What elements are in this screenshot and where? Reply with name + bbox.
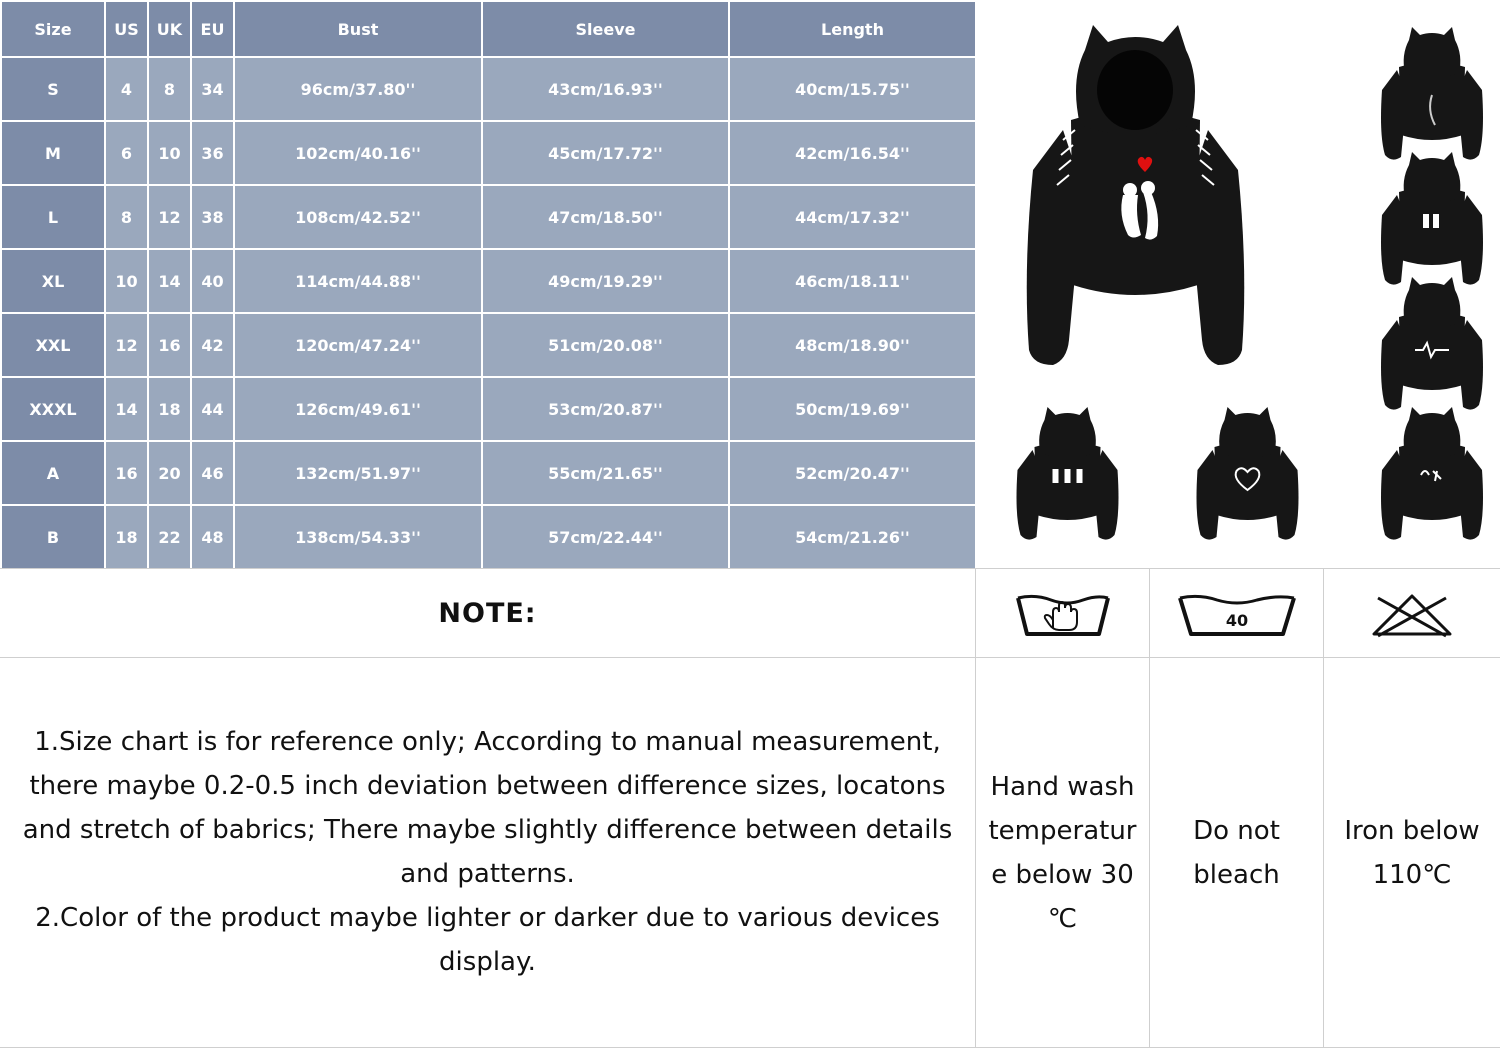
length-cell: 40cm/15.75'' <box>729 57 976 121</box>
us-cell: 10 <box>105 249 148 313</box>
header-uk: UK <box>148 1 191 57</box>
eu-cell: 34 <box>191 57 234 121</box>
table-row <box>1 121 976 185</box>
size-cell: XXL <box>1 313 105 377</box>
us-cell: 6 <box>105 121 148 185</box>
care-line: Iron below <box>1344 816 1480 846</box>
us-cell: 14 <box>105 377 148 441</box>
note-line: 2.Color of the product maybe lighter or darker due to various devices <box>35 903 940 933</box>
length-cell: 54cm/21.26'' <box>729 505 976 569</box>
care-line: 110℃ <box>1372 860 1452 890</box>
eu-cell: 38 <box>191 185 234 249</box>
table-row <box>1 505 976 569</box>
wash-40-label: 40 <box>1225 611 1248 630</box>
header-sleeve: Sleeve <box>482 1 729 57</box>
length-cell: 48cm/18.90'' <box>729 313 976 377</box>
length-cell: 52cm/20.47'' <box>729 441 976 505</box>
uk-cell: 14 <box>148 249 191 313</box>
note-line: and stretch of babrics; There maybe slightly difference between details <box>22 815 953 845</box>
sleeve-cell: 57cm/22.44'' <box>482 505 729 569</box>
bust-cell: 102cm/40.16'' <box>234 121 482 185</box>
table-row <box>1 57 976 121</box>
size-cell: S <box>1 57 105 121</box>
header-us: US <box>105 1 148 57</box>
bust-cell: 108cm/42.52'' <box>234 185 482 249</box>
note-line: display. <box>439 947 536 977</box>
size-cell: XL <box>1 249 105 313</box>
us-cell: 4 <box>105 57 148 121</box>
sleeve-cell: 55cm/21.65'' <box>482 441 729 505</box>
uk-cell: 8 <box>148 57 191 121</box>
care-line: temperatur <box>988 816 1137 846</box>
uk-cell: 12 <box>148 185 191 249</box>
hoodie-variant-heartbeat-cat <box>1377 275 1487 415</box>
care-line: Hand wash <box>990 772 1135 802</box>
bust-cell: 126cm/49.61'' <box>234 377 482 441</box>
eu-cell: 46 <box>191 441 234 505</box>
us-cell: 16 <box>105 441 148 505</box>
us-cell: 12 <box>105 313 148 377</box>
care-line: e below 30 <box>991 860 1134 890</box>
hoodie-variant-three-cats <box>1010 405 1125 545</box>
bust-cell: 114cm/44.88'' <box>234 249 482 313</box>
header-size: Size <box>1 1 105 57</box>
us-cell: 18 <box>105 505 148 569</box>
do-not-bleach-icon <box>1324 585 1500 645</box>
length-cell: 44cm/17.32'' <box>729 185 976 249</box>
hoodie-variant-cat-silhouette <box>1377 25 1487 165</box>
size-chart-table <box>0 0 977 570</box>
bust-cell: 138cm/54.33'' <box>234 505 482 569</box>
note-line: and patterns. <box>400 859 575 889</box>
eu-cell: 48 <box>191 505 234 569</box>
hand-wash-icon <box>976 585 1149 645</box>
table-row <box>1 313 976 377</box>
table-row <box>1 185 976 249</box>
note-line: 1.Size chart is for reference only; According to manual measurement, <box>34 727 941 757</box>
sleeve-cell: 45cm/17.72'' <box>482 121 729 185</box>
uk-cell: 18 <box>148 377 191 441</box>
header-length: Length <box>729 1 976 57</box>
uk-cell: 20 <box>148 441 191 505</box>
sleeve-cell: 47cm/18.50'' <box>482 185 729 249</box>
note-title: NOTE: <box>438 598 537 629</box>
hoodie-variant-love-cat <box>1377 405 1487 545</box>
table-row <box>1 249 976 313</box>
uk-cell: 22 <box>148 505 191 569</box>
size-cell: M <box>1 121 105 185</box>
care-line: bleach <box>1193 860 1280 890</box>
table-row <box>1 377 976 441</box>
header-bust: Bust <box>234 1 482 57</box>
product-photos <box>975 0 1500 568</box>
care-line: ℃ <box>1047 904 1078 934</box>
us-cell: 8 <box>105 185 148 249</box>
table-row <box>1 441 976 505</box>
hoodie-variant-two-cats <box>1377 150 1487 290</box>
hoodie-main-photo <box>1023 20 1248 395</box>
length-cell: 50cm/19.69'' <box>729 377 976 441</box>
bust-cell: 120cm/47.24'' <box>234 313 482 377</box>
care-line: Do not <box>1193 816 1280 846</box>
eu-cell: 40 <box>191 249 234 313</box>
wash-40-icon <box>1150 585 1323 645</box>
sleeve-cell: 49cm/19.29'' <box>482 249 729 313</box>
length-cell: 46cm/18.11'' <box>729 249 976 313</box>
iron-text <box>1324 658 1500 1048</box>
eu-cell: 36 <box>191 121 234 185</box>
bust-cell: 132cm/51.97'' <box>234 441 482 505</box>
header-eu: EU <box>191 1 234 57</box>
size-cell: L <box>1 185 105 249</box>
note-body <box>0 720 975 984</box>
size-cell: A <box>1 441 105 505</box>
sleeve-cell: 43cm/16.93'' <box>482 57 729 121</box>
eu-cell: 44 <box>191 377 234 441</box>
hoodie-variant-heart <box>1190 405 1305 545</box>
note-line: there maybe 0.2-0.5 inch deviation between difference sizes, locatons <box>29 771 946 801</box>
eu-cell: 42 <box>191 313 234 377</box>
sleeve-cell: 51cm/20.08'' <box>482 313 729 377</box>
uk-cell: 10 <box>148 121 191 185</box>
size-cell: XXXL <box>1 377 105 441</box>
length-cell: 42cm/16.54'' <box>729 121 976 185</box>
bust-cell: 96cm/37.80'' <box>234 57 482 121</box>
grid-line <box>0 568 1500 569</box>
hand-wash-text <box>976 658 1149 1048</box>
uk-cell: 16 <box>148 313 191 377</box>
sleeve-cell: 53cm/20.87'' <box>482 377 729 441</box>
size-chart-header-row <box>1 1 976 57</box>
size-cell: B <box>1 505 105 569</box>
no-bleach-text <box>1150 658 1323 1048</box>
